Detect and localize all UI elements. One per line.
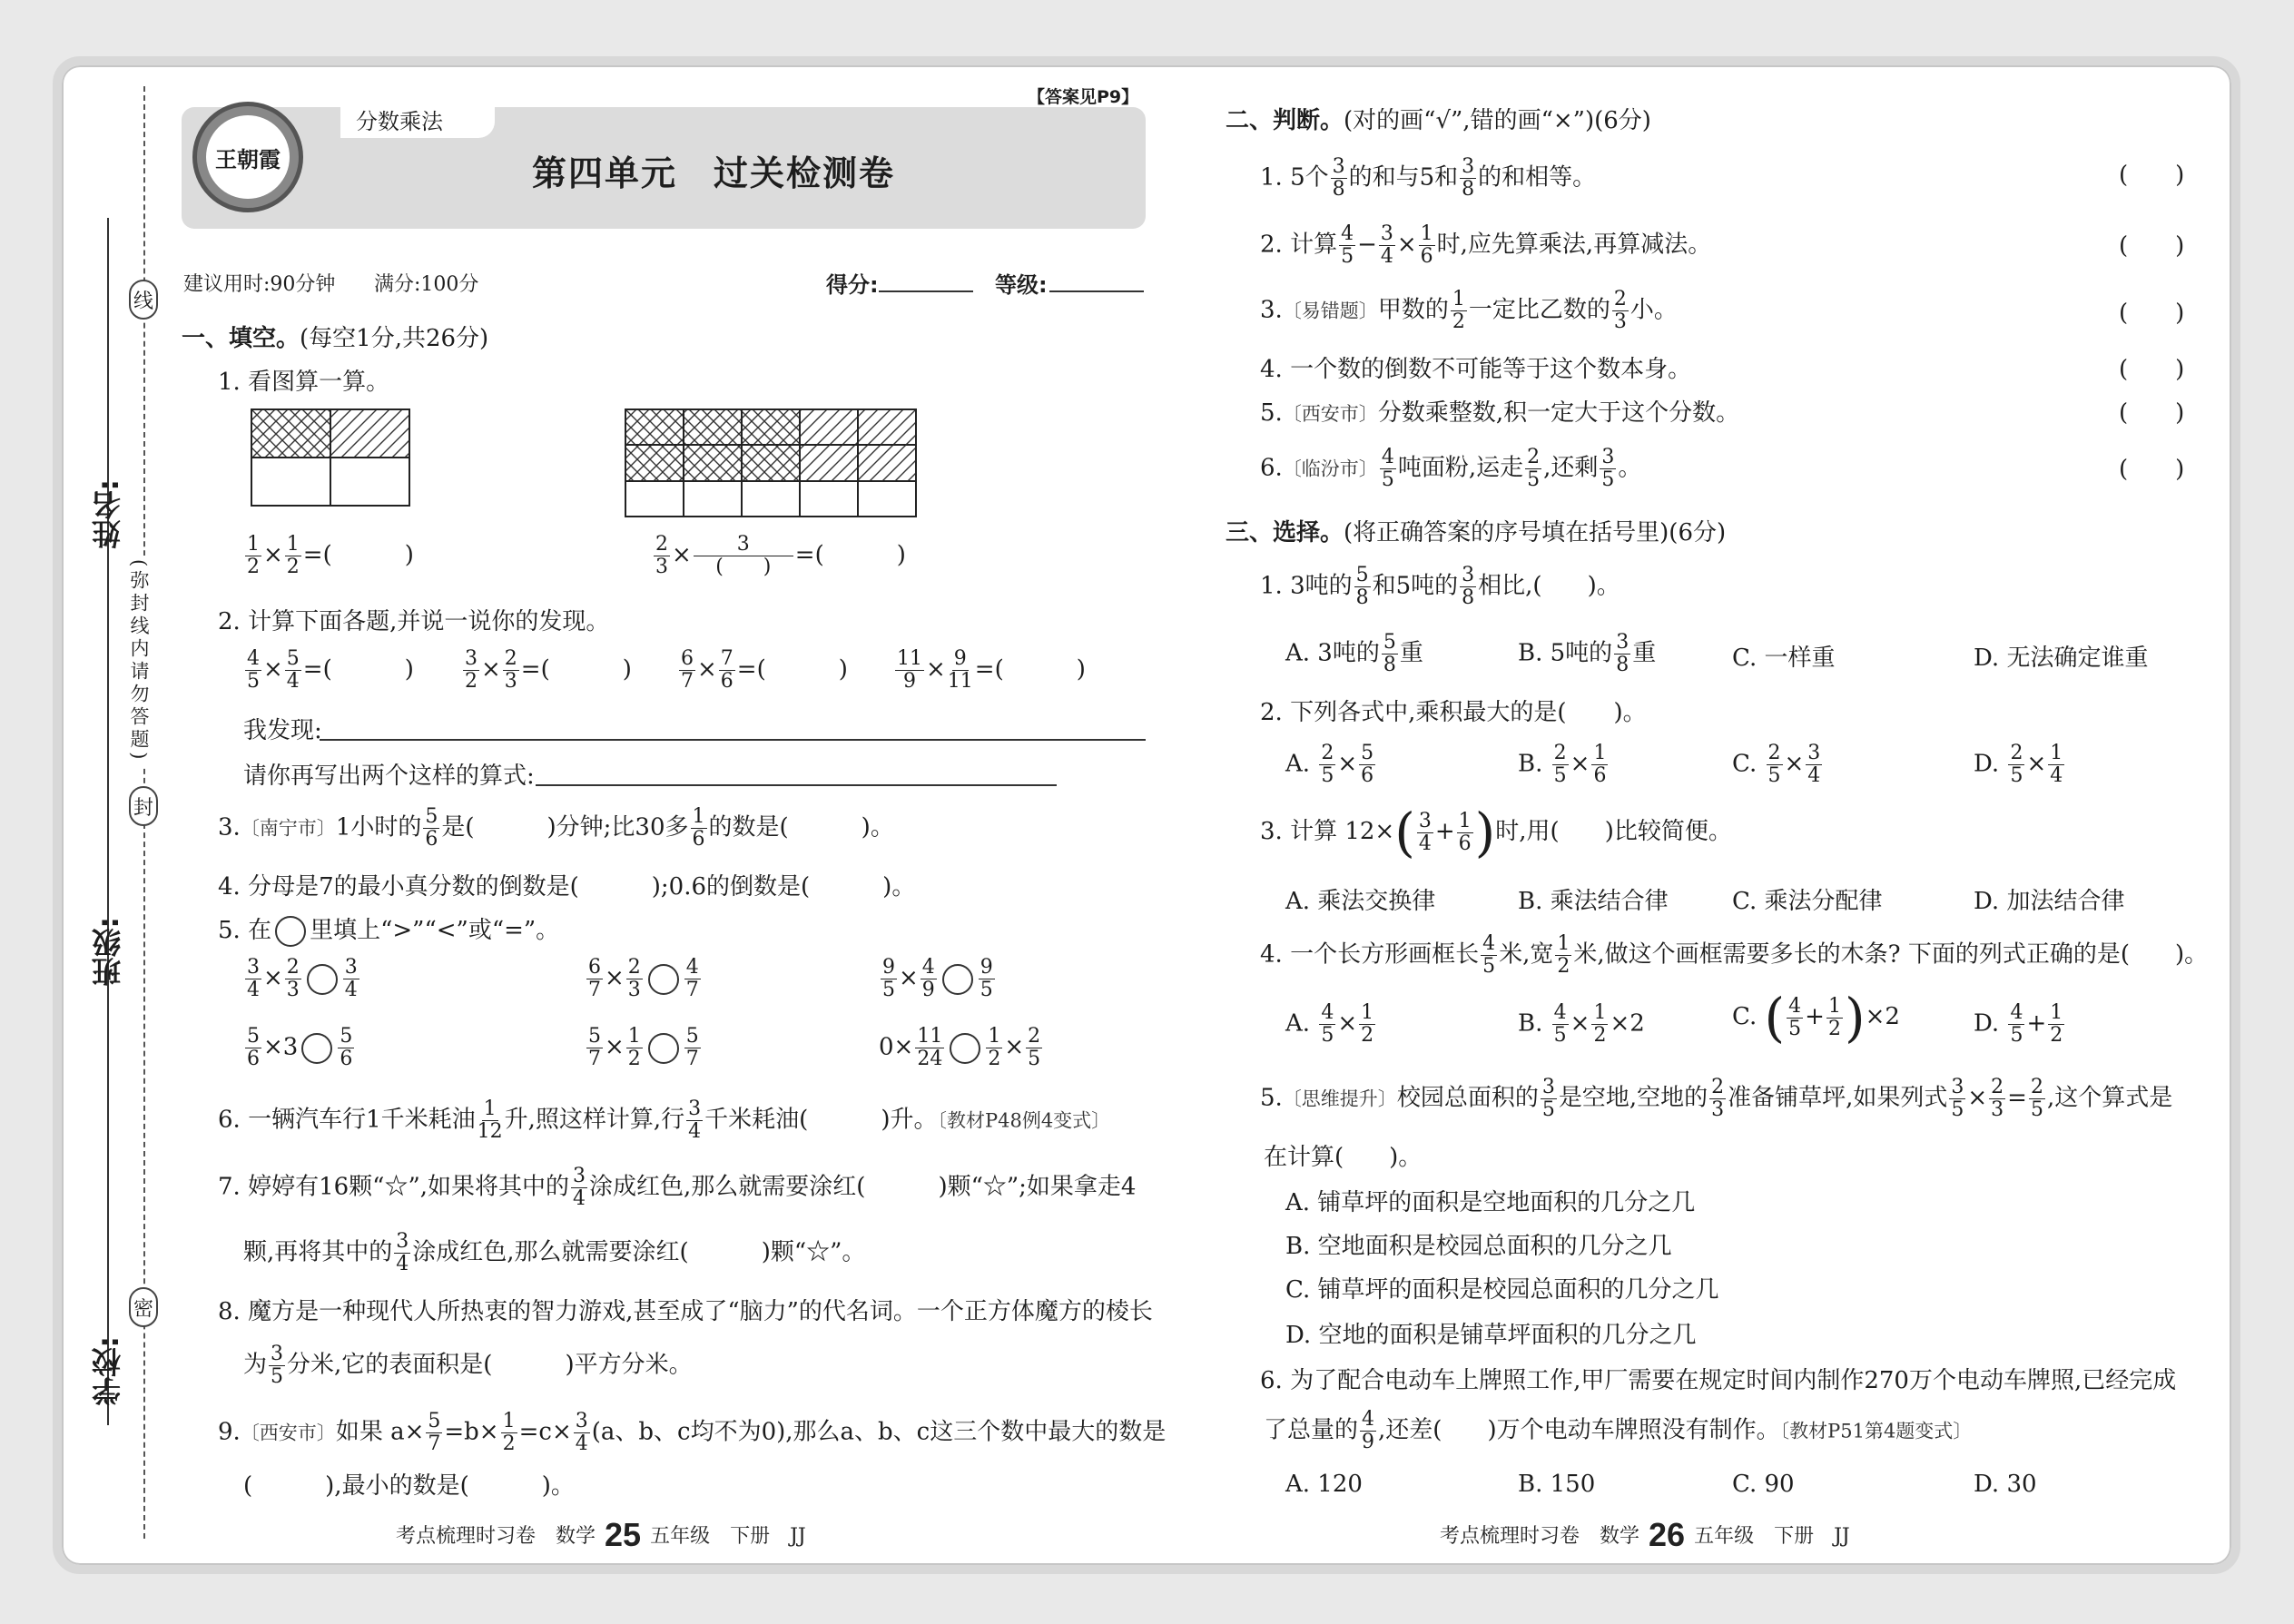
section-2-title: 二、判断。(对的画“√”,错的画“×”)(6分) (1226, 107, 1651, 134)
judge-5-answer[interactable]: ( ) (2119, 399, 2185, 427)
question-9-line1: 9.〔西安市〕如果 a× $\frac{5}{7}$ =b× $\frac{1}{2}$ =c× $\frac{3}{4}$ (a、b、c均不为0),那么a、b、c这三个数中最大的数是 (218, 1410, 1167, 1455)
choice-3-option-b[interactable]: B. 乘法结合律 (1518, 888, 1669, 915)
choice-6-option-c[interactable]: C. 90 (1732, 1471, 1795, 1498)
question-1: 1. 看图算一算。 (218, 369, 390, 396)
grade-label: 等级: (995, 272, 1048, 298)
q5-item-4: $\frac{5}{6}$ ×3 $\frac{5}{6}$ (247, 1025, 353, 1070)
logo-text: 王朝霞 (206, 115, 290, 199)
judge-3: 3.〔易错题〕甲数的 $\frac{1}{2}$ 一定比乙数的 $\frac{2}{3}$ 小。 (1260, 288, 1678, 333)
q1-eq2: $\frac{2}{3}$ × 3 ( ) =( ) (655, 533, 906, 578)
choice-5-line2: 在计算( )。 (1264, 1144, 1423, 1171)
q5-item-3: $\frac{9}{5}$ × $\frac{4}{9}$ $\frac{9}{5}$ (882, 956, 993, 1001)
q2-write-label: 请你再写出两个这样的算式: (243, 763, 535, 790)
q5-item-2: $\frac{6}{7}$ × $\frac{2}{3}$ $\frac{4}{7}$ (588, 956, 699, 1001)
unit-tag: 分数乘法 (356, 109, 443, 134)
question-4: 4. 分母是7的最小真分数的倒数是( );0.6的倒数是( )。 (218, 873, 916, 901)
question-6: 6. 一辆汽车行1千米耗油 $\frac{1}{12}$ 升,照这样计算,行 $\frac{3}{4}$ 千米耗油( )升。〔教材P48例4变式〕 (218, 1097, 1111, 1143)
choice-1: 1. 3吨的 $\frac{5}{8}$ 和5吨的 $\frac{3}{8}$ 相比,( )。 (1260, 564, 1620, 609)
choice-1-option-d[interactable]: D. 无法确定谁重 (1974, 645, 2149, 672)
choice-3-option-a[interactable]: A. 乘法交换律 (1285, 888, 1436, 915)
q2-found-label: 我发现: (243, 717, 322, 744)
choice-3-option-d[interactable]: D. 加法结合律 (1974, 888, 2125, 915)
choice-5-option-b[interactable]: B. 空地面积是校园总面积的几分之几 (1285, 1233, 1672, 1260)
section-1-title: 一、填空。(每空1分,共26分) (182, 325, 489, 352)
q2-write-field-2[interactable] (806, 757, 1057, 786)
q2-eq2: $\frac{3}{2}$ × $\frac{2}{3}$ =( ) (465, 647, 632, 693)
footer-right: 考点梳理时习卷 数学 26 五年级 下册 JJ (1440, 1516, 1850, 1553)
choice-2-option-b[interactable]: B. $\frac{2}{5}$ × $\frac{1}{6}$ (1518, 742, 1607, 787)
choice-3: 3. 计算 12×( $\frac{3}{4}$ + $\frac{1}{6}$ )时,用( )比较简便。 (1260, 802, 1732, 863)
q2-found-field[interactable] (320, 712, 1146, 741)
logo (192, 102, 303, 212)
judge-6-answer[interactable]: ( ) (2119, 456, 2185, 483)
q5-item-5: $\frac{5}{7}$ × $\frac{1}{2}$ $\frac{5}{7}$ (588, 1025, 699, 1070)
judge-2-answer[interactable]: ( ) (2119, 232, 2185, 260)
q1-eq1: $\frac{1}{2}$ × $\frac{1}{2}$ =( ) (247, 533, 414, 578)
page-title: 第四单元 过关检测卷 (532, 153, 896, 193)
q5-item-6: 0× $\frac{11}{24}$ $\frac{1}{2}$ × $\frac{2}{5}$ (879, 1025, 1041, 1070)
judge-5: 5.〔西安市〕分数乘整数,积一定大于这个分数。 (1260, 399, 1740, 427)
class-label: 班级: (91, 917, 125, 987)
choice-3-option-c[interactable]: C. 乘法分配律 (1732, 888, 1883, 915)
question-8-line1: 8. 魔方是一种现代人所热衷的智力游戏,甚至成了“脑力”的代名词。一个正方体魔方的棱长 (218, 1298, 1153, 1325)
seal-notice: (弥封线内请勿答题) (125, 556, 153, 766)
answer-ref: 【答案见P9】 (1028, 87, 1139, 107)
figure-5x3-grid (625, 408, 917, 517)
judge-3-answer[interactable]: ( ) (2119, 300, 2185, 327)
section-3-title: 三、选择。(将正确答案的序号填在括号里)(6分) (1226, 519, 1727, 546)
judge-4-answer[interactable]: ( ) (2119, 356, 2185, 383)
choice-5-option-a[interactable]: A. 铺草坪的面积是空地面积的几分之几 (1285, 1189, 1696, 1216)
full-score: 满分:100分 (374, 273, 479, 296)
school-label: 学校: (91, 1336, 125, 1406)
question-5: 5. 在 里填上“>”“<”或“=”。 (218, 911, 559, 947)
choice-6-option-b[interactable]: B. 150 (1518, 1471, 1596, 1498)
choice-2-option-d[interactable]: D. $\frac{2}{5}$ × $\frac{1}{4}$ (1974, 742, 2063, 787)
choice-1-option-c[interactable]: C. 一样重 (1732, 645, 1836, 672)
seal-feng: 封 (129, 786, 158, 826)
question-2: 2. 计算下面各题,并说一说你的发现。 (218, 608, 610, 635)
score-label: 得分: (826, 272, 879, 298)
choice-6-line1: 6. 为了配合电动车上牌照工作,甲厂需要在规定时间内制作270万个电动车牌照,已经完成 (1260, 1367, 2177, 1394)
choice-2-option-a[interactable]: A. $\frac{2}{5}$ × $\frac{5}{6}$ (1285, 742, 1374, 787)
question-7-line2: 颗,再将其中的 $\frac{3}{4}$ 涂成红色,那么就需要涂红( )颗“☆”。 (243, 1230, 866, 1275)
grade-field[interactable] (1049, 267, 1144, 292)
name-label: 姓名: (91, 479, 125, 549)
figure-2x2-grid (251, 408, 410, 507)
q5-item-1: $\frac{3}{4}$ × $\frac{2}{3}$ $\frac{3}{4}$ (247, 956, 358, 1001)
choice-1-option-b[interactable]: B. 5吨的 $\frac{3}{8}$ 重 (1518, 631, 1657, 676)
q2-eq4: $\frac{11}{9}$ × $\frac{9}{11}$ =( ) (897, 647, 1086, 693)
q2-eq1: $\frac{4}{5}$ × $\frac{5}{4}$ =( ) (247, 647, 414, 693)
choice-5-option-c[interactable]: C. 铺草坪的面积是校园总面积的几分之几 (1285, 1276, 1719, 1304)
judge-2: 2. 计算 $\frac{4}{5}$ − $\frac{3}{4}$ × $\frac{1}{6}$ 时,应先算乘法,再算减法。 (1260, 222, 1712, 268)
judge-6: 6.〔临汾市〕 $\frac{4}{5}$ 吨面粉,运走 $\frac{2}{5}$ ,还剩 $\frac{3}{5}$ 。 (1260, 446, 1642, 491)
choice-5-line1: 5.〔思维提升〕校园总面积的 $\frac{3}{5}$ 是空地,空地的 $\frac{2}{3}$ 准备铺草坪,如果列式 $\frac{3}{5}$ × $\frac{2}{3}$ = $\frac{2}{5}$ ,这个算式是 (1260, 1076, 2173, 1121)
choice-4-option-d[interactable]: D. $\frac{4}{5}$ + $\frac{1}{2}$ (1974, 1001, 2063, 1047)
suggested-time: 建议用时:90分钟 (183, 273, 336, 296)
question-7-line1: 7. 婷婷有16颗“☆”,如果将其中的 $\frac{3}{4}$ 涂成红色,那么就需要涂红( )颗“☆”;如果拿走4 (218, 1165, 1137, 1210)
choice-4-option-a[interactable]: A. $\frac{4}{5}$ × $\frac{1}{2}$ (1285, 1001, 1374, 1047)
footer-left: 考点梳理时习卷 数学 25 五年级 下册 JJ (396, 1516, 806, 1553)
judge-1: 1. 5个 $\frac{3}{8}$ 的和与5和 $\frac{3}{8}$ 的和相等。 (1260, 155, 1597, 201)
question-9-line2: ( ),最小的数是( )。 (243, 1472, 575, 1500)
choice-4: 4. 一个长方形画框长 $\frac{4}{5}$ 米,宽 $\frac{1}{2}$ 米,做这个画框需要多长的木条? 下面的列式正确的是( )。 (1260, 932, 2209, 978)
choice-6-option-a[interactable]: A. 120 (1285, 1471, 1363, 1498)
choice-2-option-c[interactable]: C. $\frac{2}{5}$ × $\frac{3}{4}$ (1732, 742, 1821, 787)
choice-6-option-d[interactable]: D. 30 (1974, 1471, 2037, 1498)
q2-eq3: $\frac{6}{7}$ × $\frac{7}{6}$ =( ) (681, 647, 848, 693)
seal-xian: 线 (129, 280, 158, 320)
score-field[interactable] (879, 267, 973, 292)
choice-6-line2: 了总量的 $\frac{4}{9}$ ,还差( )万个电动车牌照没有制作。〔教材P51第4题变式〕 (1264, 1408, 1973, 1453)
judge-4: 4. 一个数的倒数不可能等于这个数本身。 (1260, 356, 1692, 383)
question-8-line2: 为 $\frac{3}{5}$ 分米,它的表面积是( )平方分米。 (243, 1343, 693, 1388)
choice-5-option-d[interactable]: D. 空地的面积是铺草坪面积的几分之几 (1285, 1322, 1697, 1349)
choice-1-option-a[interactable]: A. 3吨的 $\frac{5}{8}$ 重 (1285, 631, 1423, 676)
choice-4-option-b[interactable]: B. $\frac{4}{5}$ × $\frac{1}{2}$ ×2 (1518, 1001, 1645, 1047)
seal-mi: 密 (129, 1287, 158, 1327)
margin-rule (107, 218, 109, 1425)
question-3: 3.〔南宁市〕1小时的 $\frac{5}{6}$ 是( )分钟;比30多 $\frac{1}{6}$ 的数是( )。 (218, 805, 894, 851)
choice-2: 2. 下列各式中,乘积最大的是( )。 (1260, 699, 1647, 726)
choice-4-option-c[interactable]: C. ( $\frac{4}{5}$ + $\frac{1}{2}$ )×2 (1732, 987, 1900, 1048)
q2-write-field-1[interactable] (536, 757, 808, 786)
judge-1-answer[interactable]: ( ) (2119, 162, 2185, 189)
